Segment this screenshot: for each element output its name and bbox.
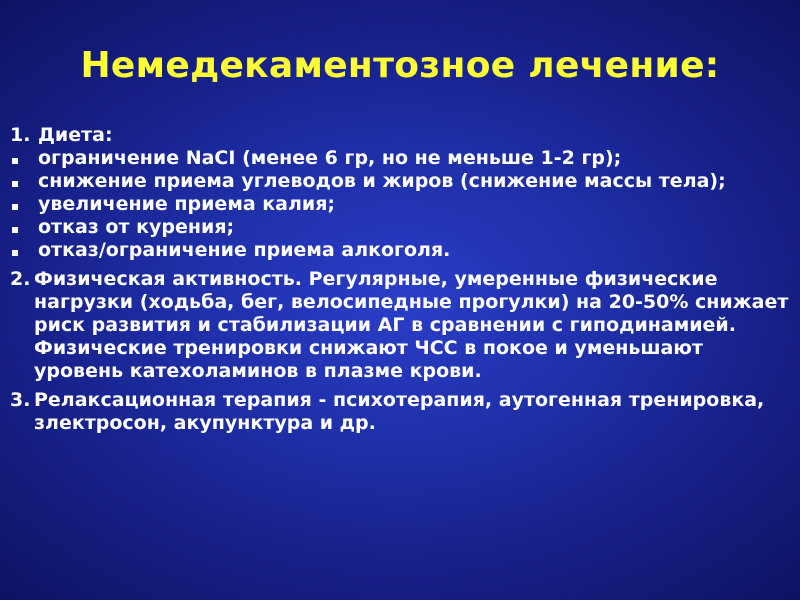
item-number: 3.	[10, 389, 31, 411]
item-text: Релаксационная терапия - психотерапия, аутогенная тренировка, злектросон, акупунктура и др.	[34, 389, 765, 434]
bullet-item	[10, 193, 790, 216]
bullet-text: отказ от курения;	[38, 216, 235, 238]
bullet-item	[10, 147, 790, 170]
bullet-text: отказ/ограничение приема алкоголя.	[38, 239, 451, 261]
slide-content	[10, 124, 790, 435]
slide-title: Немедекаментозное лечение:	[80, 45, 720, 86]
bullet-item	[10, 239, 790, 262]
list-item-diet	[10, 124, 790, 147]
bullet-text: ограничение NaCI (менее 6 гр, но не меньше 1-2 гр);	[38, 147, 622, 169]
list-item-physical-activity	[10, 268, 790, 383]
item-number: 1.	[10, 124, 31, 146]
item-label: Диета:	[38, 124, 113, 146]
item-number: 2.	[10, 268, 31, 290]
square-bullet-icon	[10, 216, 38, 239]
square-bullet-icon	[10, 147, 38, 170]
square-bullet-icon	[10, 239, 38, 262]
bullet-item	[10, 216, 790, 239]
bullet-text: увеличение приема калия;	[38, 193, 336, 215]
square-bullet-icon	[10, 193, 38, 216]
square-bullet-icon	[10, 170, 38, 193]
bullet-item	[10, 170, 790, 193]
bullet-text: снижение приема углеводов и жиров (снижение массы тела);	[38, 170, 726, 192]
item-text: Физическая активность. Регулярные, умеренные физические нагрузки (ходьба, бег, велосипедные прогулки) на 20-50% снижает риск развития и стабилизации АГ в сравнении с гиподинамией. Физические тренировки снижают ЧСС в покое и уменьшают уровень катехоламинов в плазме крови.	[34, 268, 789, 382]
list-item-relaxation-therapy	[10, 389, 790, 435]
